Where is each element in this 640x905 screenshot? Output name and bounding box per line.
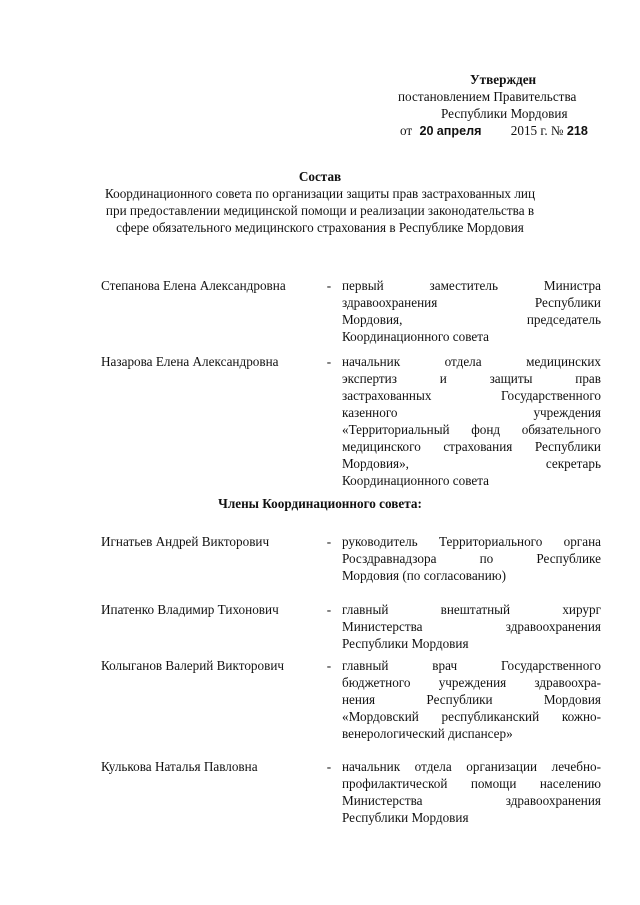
person-role: [342, 758, 601, 826]
person-role: [342, 657, 601, 742]
role-line: Мордовия», секретарь: [342, 456, 601, 471]
dash-separator: -: [326, 354, 332, 369]
dash-separator: -: [326, 602, 332, 617]
date-year: 2015 г. №: [510, 123, 564, 138]
role-line: первый заместитель Министра: [342, 278, 601, 293]
person-role: [342, 601, 601, 652]
dash-separator: -: [326, 534, 332, 549]
role-line: бюджетного учреждения здравоохра-: [342, 675, 601, 690]
role-line: руководитель Территориального органа: [342, 534, 601, 549]
role-line: Мордовия (по согласованию): [342, 568, 507, 583]
role-line: застрахованных Государственного: [342, 388, 601, 403]
role-line: Министерства здравоохранения: [342, 619, 601, 634]
role-line: главный врач Государственного: [342, 658, 601, 673]
role-line: профилактической помощи населению: [342, 776, 601, 791]
role-line: Мордовия, председатель: [342, 312, 601, 327]
dash-separator: -: [326, 759, 332, 774]
date-prefix: от: [400, 123, 413, 138]
dash-separator: -: [326, 658, 332, 673]
role-line: главный внештатный хирург: [342, 602, 601, 617]
role-line: Республики Мордовия: [342, 810, 469, 825]
approval-line-1: постановлением Правительства: [398, 89, 577, 104]
role-line: Республики Мордовия: [342, 636, 469, 651]
document-number: 218: [566, 124, 588, 138]
role-line: экспертиз и защиты прав: [342, 371, 601, 386]
person-name: Назарова Елена Александровна: [101, 354, 279, 369]
person-name: Кулькова Наталья Павловна: [101, 759, 258, 774]
role-line: Координационного совета: [342, 473, 490, 488]
approval-block: [398, 71, 618, 140]
person-name: Степанова Елена Александровна: [101, 278, 286, 293]
role-line: «Мордовский республиканский кожно-: [342, 709, 601, 724]
role-line: здравоохранения Республики: [342, 295, 601, 310]
date-month: апреля: [436, 124, 482, 138]
approval-line-2: Республики Мордовия: [441, 106, 568, 121]
role-line: медицинского страхования Республики: [342, 439, 601, 454]
date-day: 20: [419, 124, 434, 138]
person-role: [342, 533, 601, 584]
approval-title: Утвержден: [470, 72, 537, 87]
role-line: Росздравнадзора по Республике: [342, 551, 601, 566]
role-line: Министерства здравоохранения: [342, 793, 601, 808]
role-line: «Территориальный фонд обязательного: [342, 422, 601, 437]
role-line: венерологический диспансер»: [342, 726, 513, 741]
role-line: начальник отдела медицинских: [342, 354, 601, 369]
members-title: Члены Координационного совета:: [218, 496, 422, 511]
person-role: [342, 353, 601, 489]
dash-separator: -: [326, 278, 332, 293]
approval-date-line: [398, 122, 618, 140]
role-line: нения Республики Мордовия: [342, 692, 601, 707]
document-heading: [94, 168, 546, 236]
role-line: начальник отдела организации лечебно-: [342, 759, 601, 774]
person-role: [342, 277, 601, 345]
role-line: Координационного совета: [342, 329, 490, 344]
role-line: казенного учреждения: [342, 405, 601, 420]
heading-line-2: при предоставлении медицинской помощи и реализации законодательства в: [105, 203, 535, 218]
person-name: Игнатьев Андрей Викторович: [101, 534, 270, 549]
document-title: Состав: [298, 169, 342, 184]
person-name: Ипатенко Владимир Тихонович: [101, 602, 279, 617]
heading-line-3: сфере обязательного медицинского страхования в Республике Мордовия: [116, 220, 524, 235]
heading-line-1: Координационного совета по организации защиты прав застрахованных лиц: [104, 186, 536, 201]
person-name: Колыганов Валерий Викторович: [101, 658, 285, 673]
